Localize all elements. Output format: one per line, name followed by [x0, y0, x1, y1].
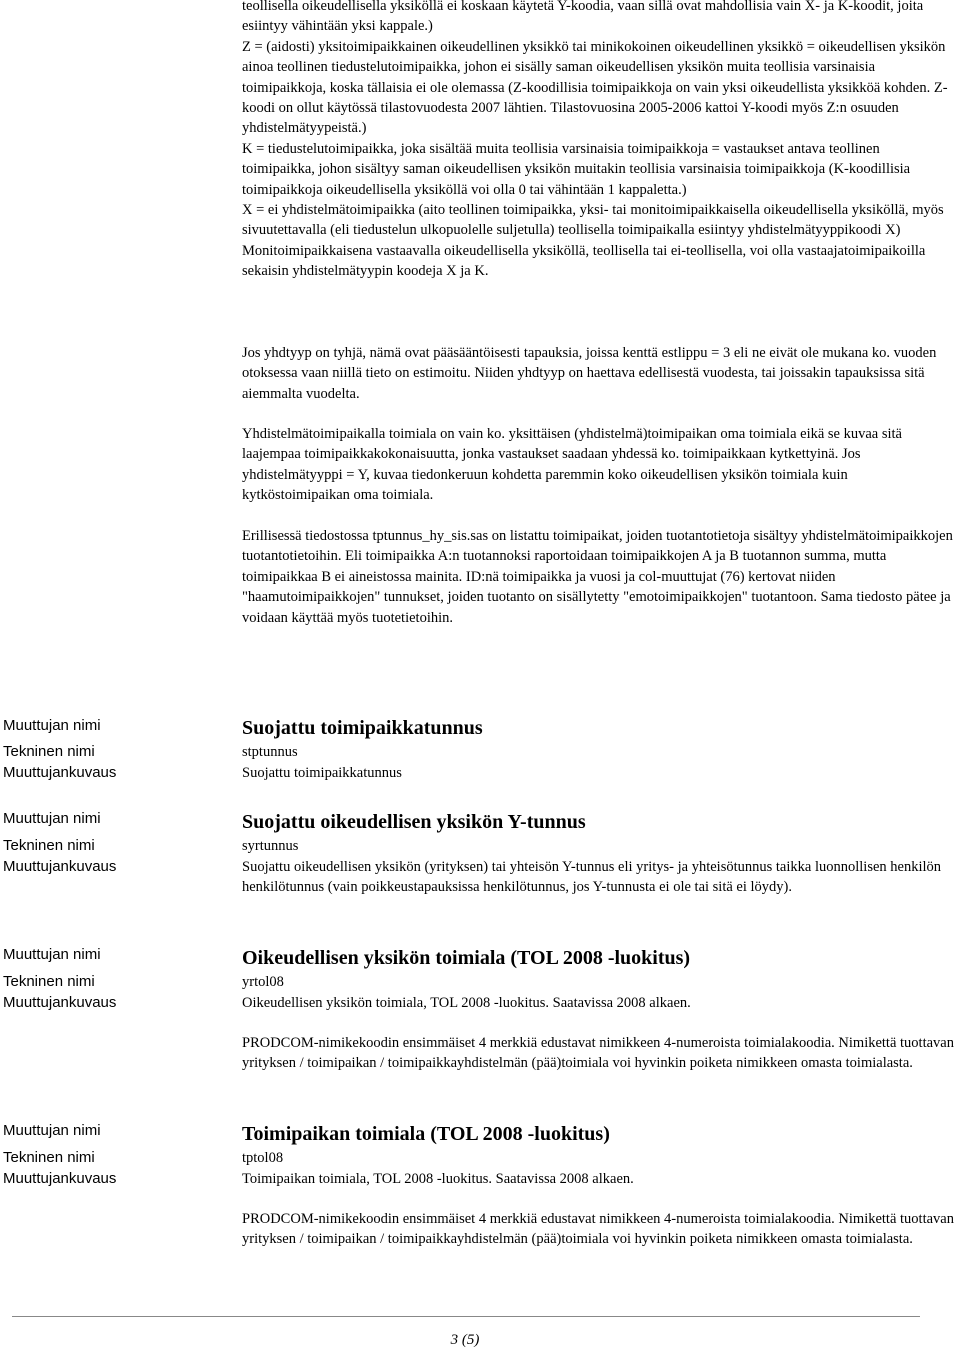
- variable-notes: [242, 1033, 954, 1074]
- variable-title: Suojattu toimipaikkatunnus: [242, 717, 483, 739]
- variable-technical-name: yrtol08: [242, 974, 284, 990]
- label-variable-description: Muuttujankuvaus: [3, 858, 117, 875]
- label-technical-name: Tekninen nimi: [3, 837, 95, 854]
- label-variable-description: Muuttujankuvaus: [3, 994, 117, 1011]
- intro-paragraph: X = ei yhdistelmätoimipaikka (aito teollinen toimipaikka, yksi- tai monitoimipaikkaisella oikeudellisella yksiköllä, myös sivuutettavalla (eli tiedustelun ulkopuolelle suljetulla) teollisella toimipaikalla esiintyy yhdistelmätyyppikoodi X): [242, 202, 944, 239]
- variable-note: PRODCOM-nimikekoodin ensimmäiset 4 merkkiä edustavat nimikkeen 4-numeroista toimialakoodia. Nimikettä tuottavan yrityksen / toimipaikan / toimipaikkayhdistelmän (pää)toimiala voi hyvinkin poiketa nimikkeen omasta toimialasta.: [242, 1211, 954, 1248]
- label-variable-name: Muuttujan nimi: [3, 717, 101, 734]
- variable-description: Suojattu oikeudellisen yksikön (yrityksen) tai yhteisön Y-tunnus eli yritys- ja yhteisötunnus taikka luonnollisen henkilön henkilötunnus (vain poikkeustapauksissa henkilötunnus, jos Y-tunnusta ei ole tai sitä ei löydy).: [242, 859, 942, 896]
- intro-paragraph: K = tiedustelutoimipaikka, joka sisältää muita teollisia varsinaisia toimipaikkoja = vastaukset antava teollinen toimipaikka, johon sisältyy saman oikeudellisen yksikön muitakin teollisia varsinaisia toimipaikkoja (K-koodillisia toimipaikkoja oikeudellisella yksiköllä voi olla 0 tai vähintään 1 kappaletta.): [242, 140, 911, 198]
- variable-description: Oikeudellisen yksikön toimiala, TOL 2008 -luokitus. Saatavissa 2008 alkaen.: [242, 995, 691, 1011]
- label-variable-name: Muuttujan nimi: [3, 946, 101, 963]
- variable-notes: [242, 1209, 954, 1250]
- label-technical-name: Tekninen nimi: [3, 1149, 95, 1166]
- variable-technical-name: stptunnus: [242, 744, 298, 760]
- intro-paragraph: Z = (aidosti) yksitoimipaikkainen oikeudellinen yksikkö tai minikokoinen oikeudellinen yksikkö = oikeudellisen yksikön ainoa teollinen tiedustelutoimipaikka, johon ei sisälly saman oikeudellisen yksikön muita teollisia varsinaisia toimipaikkoja, koska tällaisia ei ole olemassa (Z-koodillisia toimipaikkoja on vain yksi oikeudellista yksikköä kohden. Z-koodi on ollut käytössä tilastovuodesta 2007 lähtien. Tilastovuosina 2005-2006 kattoi Y-koodi myös Z:n osuuden yhdistelmätyypeistä.): [242, 38, 948, 137]
- intro-section: [242, 0, 954, 282]
- variable-description: Toimipaikan toimiala, TOL 2008 -luokitus. Saatavissa 2008 alkaen.: [242, 1171, 634, 1187]
- variable-title: Suojattu oikeudellisen yksikön Y-tunnus: [242, 811, 586, 833]
- label-technical-name: Tekninen nimi: [3, 743, 95, 760]
- label-variable-description: Muuttujankuvaus: [3, 1170, 117, 1187]
- label-variable-description: Muuttujankuvaus: [3, 764, 117, 781]
- paragraph-yhdtyyp: Jos yhdtyyp on tyhjä, nämä ovat pääsääntöisesti tapauksia, joissa kenttä estlippu = 3 eli ne eivät ole mukana ko. vuoden otoksessa vaan niillä tieto on estimoitu. Niiden yhdtyyp on haettava edellisestä vuodesta, tai joissakin tapauksissa sitä aiemmalta vuodelta.: [242, 345, 937, 402]
- label-variable-name: Muuttujan nimi: [3, 1122, 101, 1139]
- intro-paragraph: Monitoimipaikkaisena vastaavalla oikeudellisella yksiköllä, teollisella tai ei-teollisella, voi olla vastaajatoimipaikoilla sekaisin yhdistelmätyypin koodeja X ja K.: [242, 242, 926, 280]
- variable-title: Toimipaikan toimiala (TOL 2008 -luokitus): [242, 1123, 610, 1145]
- variable-technical-name: tptol08: [242, 1150, 284, 1166]
- variable-technical-name: syrtunnus: [242, 838, 299, 854]
- label-technical-name: Tekninen nimi: [3, 973, 95, 990]
- footer-divider: [12, 1316, 920, 1317]
- variable-description: Suojattu toimipaikkatunnus: [242, 765, 402, 781]
- paragraph-erillisessa: Erillisessä tiedostossa tptunnus_hy_sis.sas on listattu toimipaikat, joiden tuotantotietoja sisältyy yhdistelmätoimipaikkojen tuotantotietoihin. Eli toimipaikka A:n tuotannoksi raportoidaan toimipaikkojen A ja B tuotannon summa, mutta toimipaikkaa B ei aineistossa mainita. ID:nä toimipaikka ja vuosi ja col-muuttujat (76) kertovat niiden "haamutoimipaikkojen" tunnukset, joiden tuotanto on sisällytetty "emotoimipaikkojen" tuotantoon. Sama tiedosto pätee ja voidaan käyttää myös tuotetietoihin.: [242, 528, 953, 626]
- paragraph-toimiala: Yhdistelmätoimipaikalla toimiala on vain ko. yksittäisen (yhdistelmä)toimipaikan oma toimiala eikä se kuvaa sitä laajempaa toimipaikkakokonaisuutta, jonka vastaukset saadaan yhdessä ko. toimipaikkaan kytkettyinä. Jos yhdistelmätyyppi = Y, kuvaa tiedonkeruun kohdetta paremmin koko oikeudellisen yksikön toimiala kuin kytköstoimipaikan oma toimiala.: [242, 426, 902, 504]
- label-variable-name: Muuttujan nimi: [3, 810, 101, 827]
- variable-title: Oikeudellisen yksikön toimiala (TOL 2008 -luokitus): [242, 947, 691, 969]
- variable-note: PRODCOM-nimikekoodin ensimmäiset 4 merkkiä edustavat nimikkeen 4-numeroista toimialakoodia. Nimikettä tuottavan yrityksen / toimipaikan / toimipaikkayhdistelmän (pää)toimiala voi hyvinkin poiketa nimikkeen omasta toimialasta.: [242, 1035, 954, 1072]
- page-number: 3 (5): [450, 1332, 480, 1348]
- intro-paragraph: teollisella oikeudellisella yksiköllä ei koskaan käytetä Y-koodia, vaan sillä ovat mahdollisia vain X- ja K-koodit, joita esiintyy vähintään yksi kappale.): [242, 0, 924, 35]
